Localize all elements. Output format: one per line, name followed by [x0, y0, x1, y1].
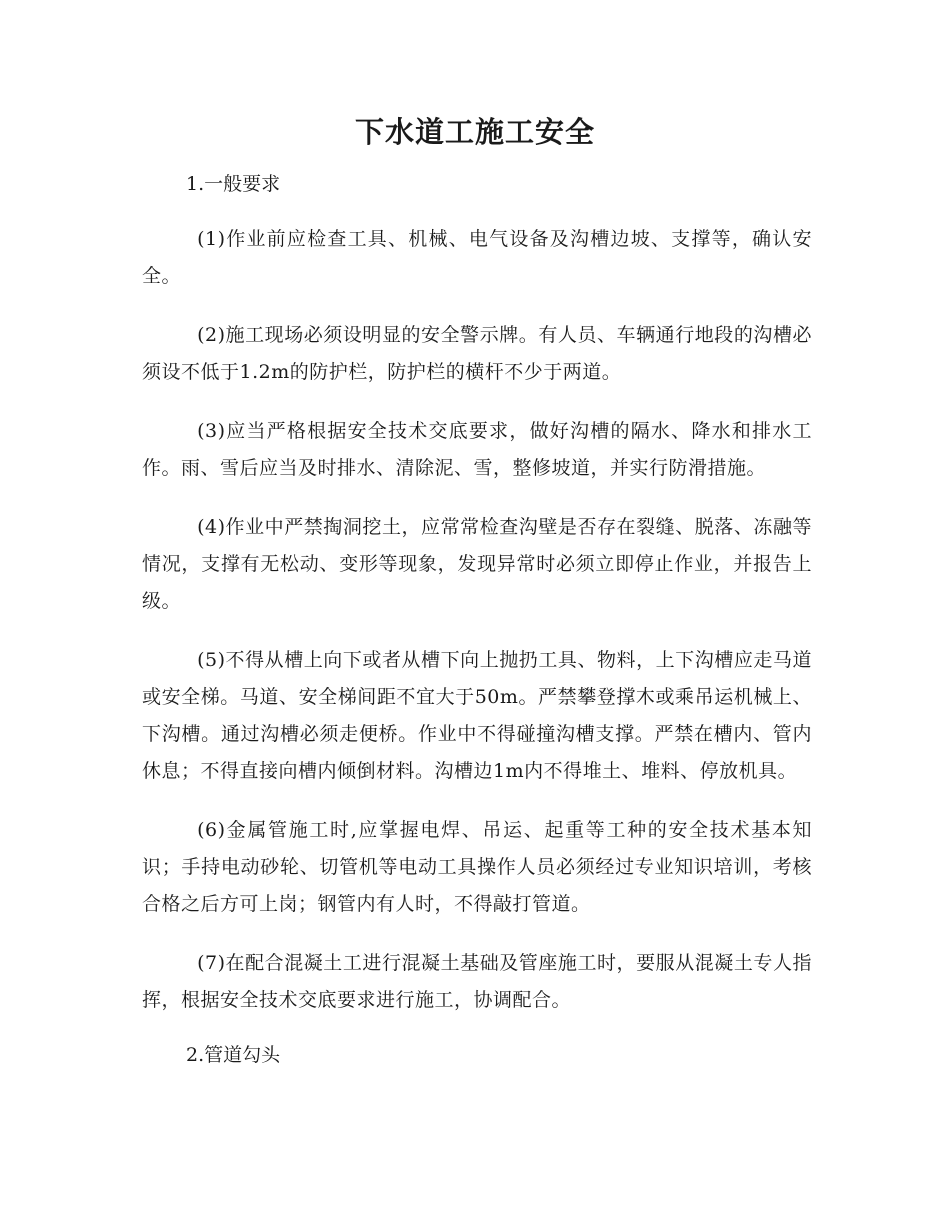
paragraph-item-2: (2)施工现场必须设明显的安全警示牌。有人员、车辆通行地段的沟槽必须设不低于1.2m的防护栏，防护栏的横杆不少于两道。: [142, 324, 812, 383]
paragraph-item-3: (3)应当严格根据安全技术交底要求，做好沟槽的隔水、降水和排水工作。雨、雪后应当及时排水、清除泥、雪，整修坡道，并实行防滑措施。: [142, 420, 812, 479]
document-body: [142, 170, 812, 1092]
section-heading-pipe-connection: 2.管道勾头: [186, 1044, 281, 1066]
paragraph-item-1: (1)作业前应检查工具、机械、电气设备及沟槽边坡、支撑等，确认安全。: [142, 228, 812, 287]
paragraph-item-5: (5)不得从槽上向下或者从槽下向上抛扔工具、物料，上下沟槽应走马道或安全梯。马道、安全梯间距不宜大于50m。严禁攀登撑木或乘吊运机械上、下沟槽。通过沟槽必须走便桥。作业中不得碰撞沟槽支撑。严禁在槽内、管内休息；不得直接向槽内倾倒材料。沟槽边1m内不得堆土、堆料、停放机具。: [142, 649, 812, 782]
paragraph-item-7: (7)在配合混凝土工进行混凝土基础及管座施工时，要服从混凝土专人指挥，根据安全技术交底要求进行施工，协调配合。: [142, 952, 812, 1011]
document-title: 下水道工施工安全: [354, 115, 595, 149]
section-heading-general-requirements: 1.一般要求: [186, 173, 281, 195]
paragraph-item-6: (6)金属管施工时,应掌握电焊、吊运、起重等工种的安全技术基本知识；手持电动砂轮、切管机等电动工具操作人员必须经过专业知识培训，考核合格之后方可上岗；钢管内有人时，不得敲打管道。: [142, 819, 812, 915]
paragraph-item-4: (4)作业中严禁掏洞挖土，应常常检查沟壁是否存在裂缝、脱落、冻融等情况，支撑有无松动、变形等现象，发现异常时必须立即停止作业，并报告上级。: [142, 516, 812, 612]
